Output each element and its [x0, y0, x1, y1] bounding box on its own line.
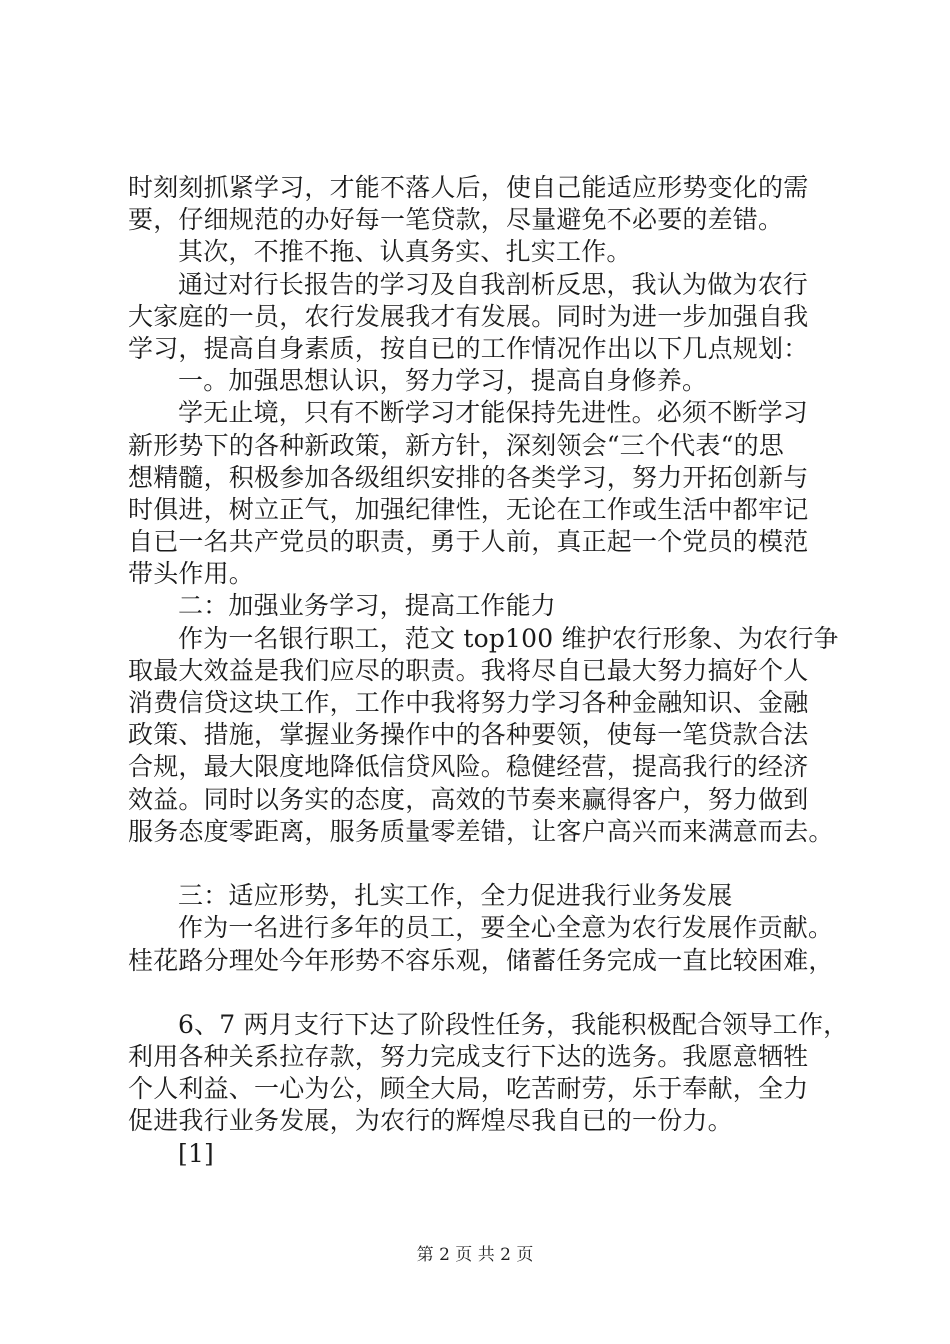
text-line: 时俱进，树立正气，加强纪律性，无论在工作或生活中都牢记 [128, 494, 809, 524]
text-line: 作为一名银行职工，范文 top100 维护农行形象、为农行争 [178, 623, 839, 653]
text-line: 作为一名进行多年的员工，要全心全意为农行发展作贡献。 [178, 913, 834, 943]
text-line: 学无止境，只有不断学习才能保持先进性。必须不断学习 [178, 398, 809, 428]
text-line: 消费信贷这块工作，工作中我将努力学习各种金融知识、金融 [128, 688, 809, 717]
paragraph-gap [128, 848, 848, 880]
text-line: 自已一名共产党员的职责，勇于人前，真正起一个党员的模范 [128, 527, 809, 557]
text-line: 个人利益、一心为公，顾全大局，吃苦耐劳，乐于奉献，全力 [128, 1074, 809, 1104]
text-line: 6、7 两月支行下达了阶段性任务，我能积极配合领导工作， [178, 1009, 849, 1039]
text-line: 桂花路分理处今年形势不容乐观，储蓄任务完成一直比较困难， [128, 945, 834, 975]
citation-marker: [1] [178, 1138, 215, 1168]
text-line: 合规，最大限度地降低信贷风险。稳健经营，提高我行的经济 [128, 752, 809, 782]
text-line: 效益。同时以务实的态度，高效的节奏来赢得客户，努力做到 [128, 784, 809, 814]
body-text [128, 172, 848, 1170]
paragraph-gap [128, 977, 848, 1009]
text-line: 学习，提高自身素质，按自已的工作情况作出以下几点规划： [128, 333, 809, 363]
text-line: 三：适应形势，扎实工作，全力促进我行业务发展 [178, 881, 733, 911]
text-line: 二：加强业务学习，提高工作能力 [178, 591, 557, 621]
text-line: 取最大效益是我们应尽的职责。我将尽自已最大努力搞好个人 [128, 655, 809, 685]
text-line: 通过对行长报告的学习及自我剖析反思，我认为做为农行 [178, 269, 809, 299]
text-line: 带头作用。 [128, 559, 255, 589]
text-line: 促进我行业务发展，为农行的辉煌尽我自已的一份力。 [128, 1106, 733, 1136]
text-line: 一。加强思想认识，努力学习，提高自身修养。 [178, 366, 708, 396]
text-line: 要，仔细规范的办好每一笔贷款，尽量避免不必要的差错。 [128, 205, 784, 235]
text-line: 时刻刻抓紧学习，才能不落人后，使自己能适应形势变化的需 [128, 173, 809, 202]
text-line: 大家庭的一员，农行发展我才有发展。同时为进一步加强自我 [128, 301, 809, 331]
text-line: 服务态度零距离，服务质量零差错，让客户高兴而来满意而去。 [128, 816, 834, 846]
text-line: 新形势下的各种新政策，新方针，深刻领会“三个代表“的思 [128, 430, 784, 460]
text-line: 想精髓，积极参加各级组织安排的各类学习，努力开拓创新与 [128, 462, 809, 492]
text-line: 其次，不推不拖、认真务实、扎实工作。 [178, 237, 632, 267]
text-line: 政策、措施，掌握业务操作中的各种要领，使每一笔贷款合法 [128, 720, 809, 750]
text-line: 利用各种关系拉存款，努力完成支行下达的选务。我愿意牺牲 [128, 1042, 809, 1072]
page-footer: 第 2 页 共 2 页 [416, 1245, 534, 1265]
